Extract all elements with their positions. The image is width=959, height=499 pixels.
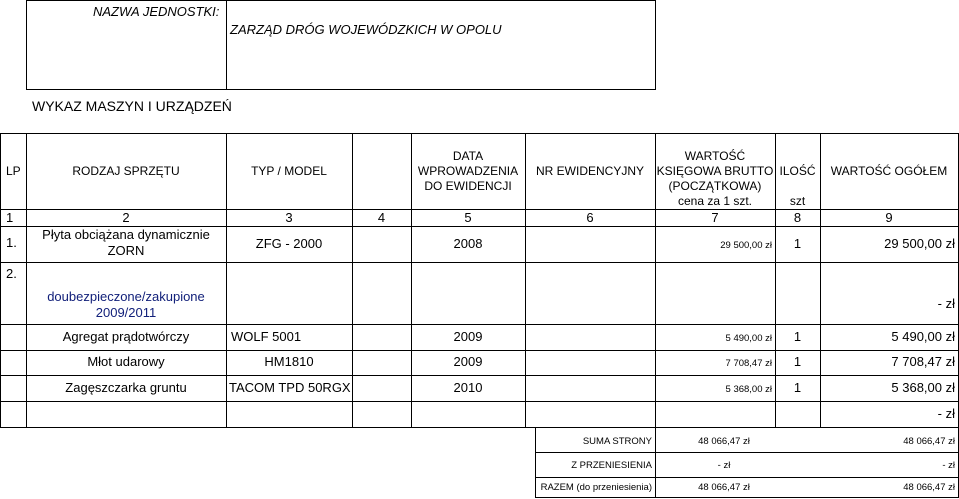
row1-type-line1: Płyta obciążana dynamicznie: [42, 227, 210, 242]
col-number-3: 3: [285, 210, 293, 225]
col-header-inv: NR EWIDENCYJNY: [535, 164, 644, 178]
col-line-3: [352, 133, 353, 427]
item3-total: 5 368,00 zł: [891, 380, 955, 395]
group-title-line1: doubezpieczone/zakupione: [47, 289, 205, 304]
item3-value: 5 368,00 zł: [725, 384, 772, 395]
summary-value-2: - zł: [717, 460, 731, 471]
row1-type-line2: ZORN: [107, 243, 145, 258]
col-number-4: 4: [377, 210, 386, 225]
row1-date: 2008: [453, 236, 483, 251]
item2-date: 2009: [453, 354, 483, 369]
item1-date: 2009: [453, 329, 483, 344]
summary-total-1: 48 066,47 zł: [903, 436, 955, 447]
summary-total-3: 48 066,47 zł: [903, 482, 955, 493]
col-number-6: 6: [586, 210, 594, 225]
col-header-type: RODZAJ SPRZĘTU: [72, 164, 180, 178]
item1-bottom-line: [0, 350, 959, 351]
col-number-9: 9: [885, 210, 893, 225]
empty-row-total: - zł: [937, 406, 955, 421]
item3-date: 2010: [453, 380, 483, 395]
col-header-model: TYP / MODEL: [251, 164, 327, 178]
col-number-2: 2: [122, 210, 130, 225]
item2-bottom-line: [0, 375, 959, 376]
summary-line-1: [535, 452, 959, 453]
col-number-7: 7: [711, 210, 719, 225]
summary-line-3: [535, 497, 959, 498]
summary-label-2: Z PRZENIESIENIA: [571, 460, 652, 471]
col-header-value-1: WARTOŚĆ: [684, 149, 746, 163]
row1-qty: 1: [793, 236, 802, 251]
col-number-8: 8: [793, 210, 802, 225]
header-box-left: [26, 0, 27, 90]
item1-value: 5 490,00 zł: [725, 333, 772, 344]
col-number-5: 5: [464, 210, 472, 225]
row1-total: 29 500,00 zł: [884, 236, 955, 251]
unit-label: NAZWA JEDNOSTKI:: [93, 4, 220, 19]
summary-line-2: [535, 477, 959, 478]
empty-row-bottom-line: [0, 427, 959, 428]
item2-total: 7 708,47 zł: [891, 354, 955, 369]
col-line-0: [0, 133, 1, 427]
group-lp: 2.: [6, 266, 17, 281]
summary-value-3: 48 066,47 zł: [698, 482, 750, 493]
col-header-value-3: (POCZĄTKOWA): [668, 179, 762, 193]
group-bottom-line: [0, 324, 959, 325]
col-header-lp: LP: [6, 164, 21, 178]
item3-qty: 1: [793, 380, 802, 395]
unit-value: ZARZĄD DRÓG WOJEWÓDZKICH W OPOLU: [230, 22, 502, 37]
col-header-date-1: DATA: [452, 149, 484, 163]
row1-bottom-line: [0, 262, 959, 263]
summary-total-2: - zł: [942, 460, 955, 471]
item1-qty: 1: [793, 329, 802, 344]
table-top-line: [0, 133, 959, 134]
row1-model: ZFG - 2000: [255, 236, 323, 251]
col-header-date-3: DO EWIDENCJI: [424, 179, 512, 193]
item1-type: Agregat prądotwórczy: [62, 329, 190, 344]
header-box-bottom: [26, 89, 656, 90]
col-header-value-2: KSIĘGOWA BRUTTO: [656, 164, 774, 178]
item2-value: 7 708,47 zł: [725, 358, 772, 369]
item2-qty: 1: [793, 354, 802, 369]
col-header-date-2: WPROWADZENIA: [417, 164, 519, 178]
header-row-line: [0, 209, 959, 210]
summary-label-3: RAZEM (do przeniesienia): [540, 482, 652, 493]
row1-lp: 1.: [6, 235, 17, 250]
item2-model: HM1810: [264, 354, 314, 369]
item1-model: WOLF 5001: [231, 329, 302, 344]
item3-model: TACOM TPD 50RGX: [229, 380, 351, 395]
header-box-divider: [226, 0, 227, 90]
row1-value: 29 500,00 zł: [720, 240, 772, 251]
col-number-1: 1: [6, 210, 14, 225]
header-box-top: [26, 0, 656, 1]
group-total: - zł: [937, 296, 955, 311]
item1-total: 5 490,00 zł: [891, 329, 955, 344]
page-title: WYKAZ MASZYN I URZĄDZEŃ: [32, 98, 232, 114]
summary-label-1: SUMA STRONY: [582, 436, 652, 447]
col-header-value-sub: cena za 1 szt.: [677, 194, 753, 208]
group-title-line2: 2009/2011: [95, 305, 157, 320]
header-box-right: [655, 0, 656, 90]
col-header-qty-sub: szt: [789, 194, 806, 208]
item3-bottom-line: [0, 401, 959, 402]
col-header-total: WARTOŚĆ OGÓŁEM: [830, 164, 948, 178]
col-header-qty: ILOŚĆ: [779, 164, 816, 178]
item3-type: Zagęszczarka gruntu: [65, 380, 187, 395]
item2-type: Młot udarowy: [87, 354, 165, 369]
summary-value-1: 48 066,47 zł: [698, 436, 750, 447]
